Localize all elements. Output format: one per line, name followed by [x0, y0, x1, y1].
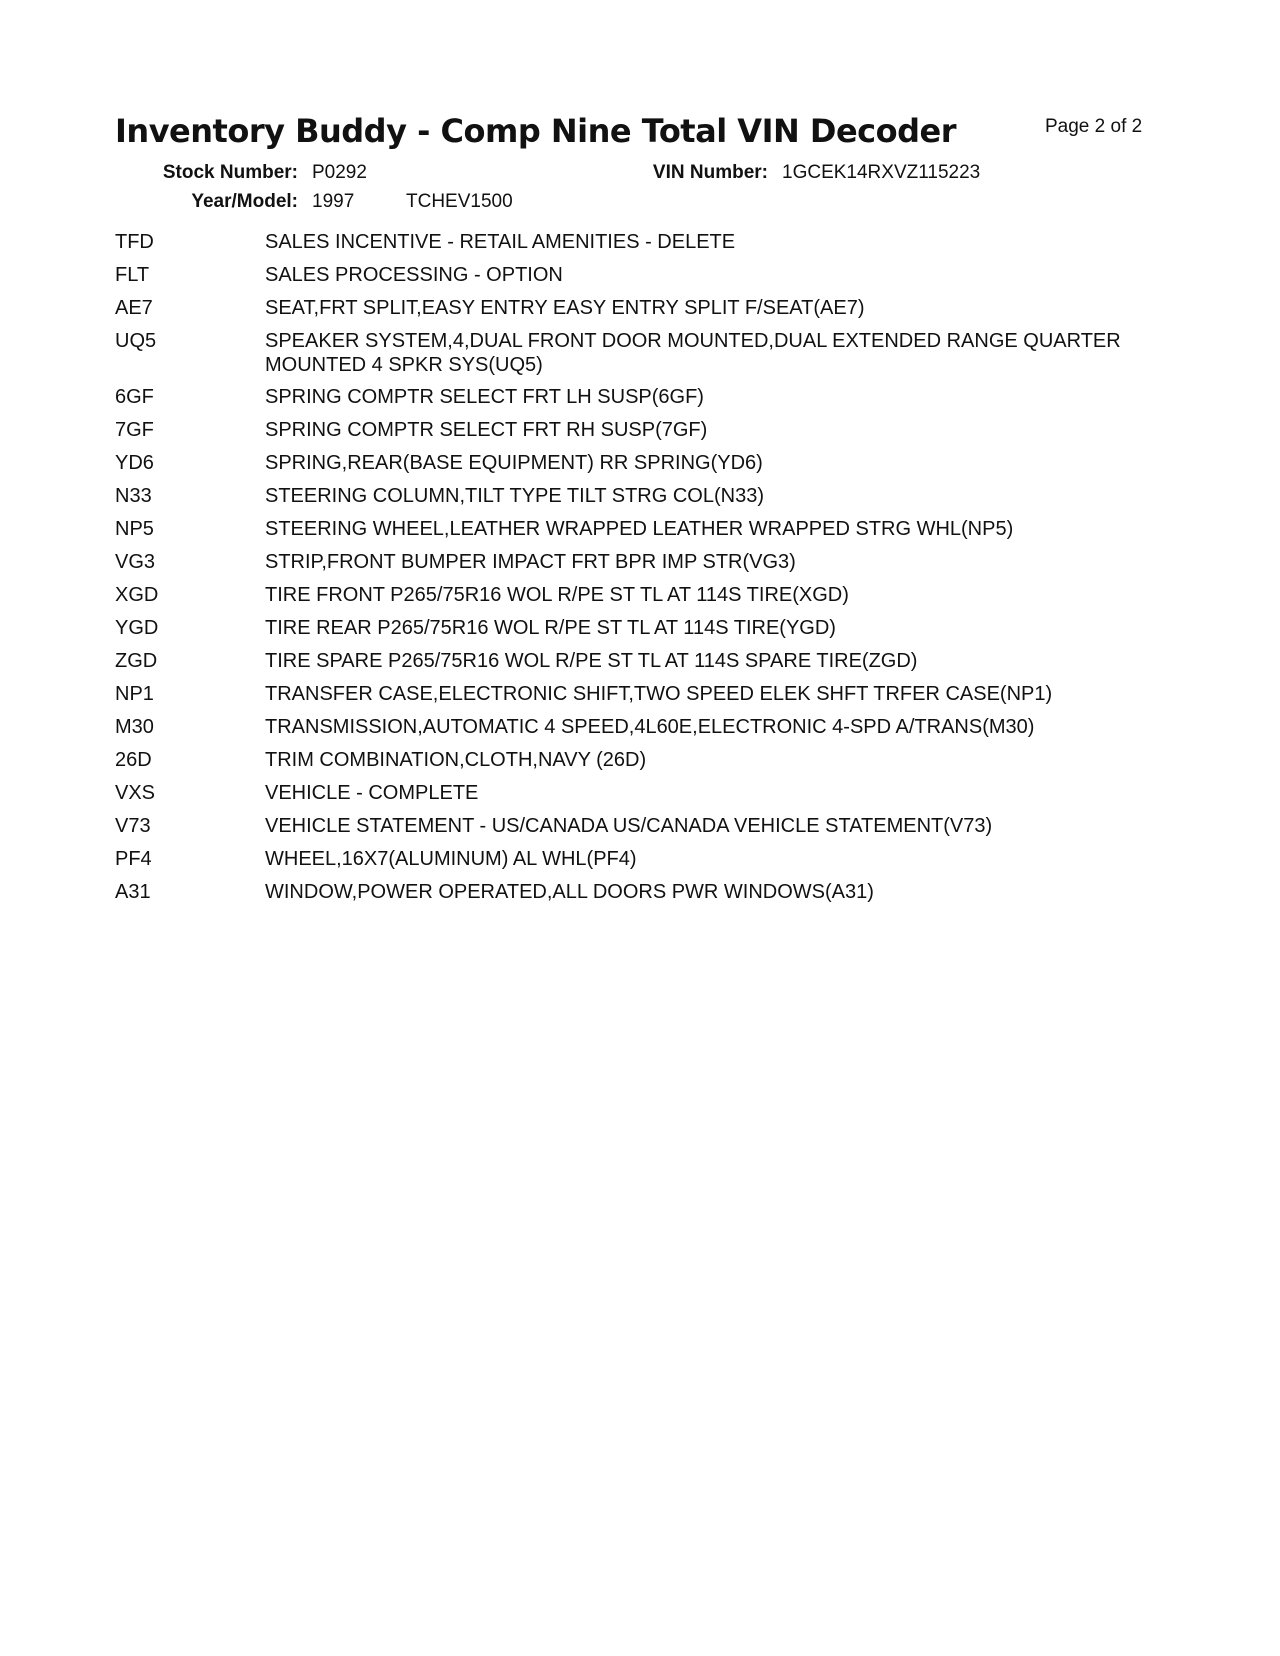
- option-row: [115, 296, 1175, 329]
- option-description: SALES PROCESSING - OPTION: [265, 264, 563, 286]
- option-row: [115, 583, 1175, 616]
- option-row: [115, 847, 1175, 880]
- option-list: [115, 230, 1175, 913]
- option-code: UQ5: [115, 330, 157, 352]
- option-description: VEHICLE - COMPLETE: [265, 782, 479, 804]
- option-description: TIRE REAR P265/75R16 WOL R/PE ST TL AT 114S TIRE(YGD): [265, 617, 836, 639]
- option-description: TIRE FRONT P265/75R16 WOL R/PE ST TL AT 114S TIRE(XGD): [265, 584, 849, 606]
- option-code: 7GF: [115, 419, 154, 441]
- option-description: TRIM COMBINATION,CLOTH,NAVY (26D): [265, 749, 647, 771]
- option-code: VXS: [115, 782, 156, 804]
- page-title: Inventory Buddy - Comp Nine Total VIN Decoder: [115, 112, 956, 150]
- option-row: [115, 329, 1175, 385]
- option-code: NP1: [115, 683, 154, 705]
- option-row: [115, 451, 1175, 484]
- option-code: A31: [115, 881, 151, 903]
- option-code: TFD: [115, 231, 154, 253]
- option-code: YGD: [115, 617, 159, 639]
- page-indicator: Page 2 of 2: [1045, 116, 1143, 137]
- option-row: [115, 880, 1175, 913]
- stock-number-label: Stock Number:: [162, 162, 298, 183]
- option-description: STEERING COLUMN,TILT TYPE TILT STRG COL(N33): [265, 485, 764, 507]
- year-model-label: Year/Model:: [191, 191, 298, 212]
- option-code: VG3: [115, 551, 156, 573]
- option-row: [115, 814, 1175, 847]
- option-code: ZGD: [115, 650, 158, 672]
- model-value: TCHEV1500: [406, 191, 513, 212]
- vin-number-value: 1GCEK14RXVZ115223: [782, 162, 981, 183]
- option-row: [115, 517, 1175, 550]
- option-code: FLT: [115, 264, 150, 286]
- option-description: TIRE SPARE P265/75R16 WOL R/PE ST TL AT 114S SPARE TIRE(ZGD): [265, 650, 918, 672]
- vin-number-label: VIN Number:: [652, 162, 768, 183]
- option-row: [115, 616, 1175, 649]
- option-description: STRIP,FRONT BUMPER IMPACT FRT BPR IMP STR(VG3): [265, 551, 796, 573]
- option-description: WHEEL,16X7(ALUMINUM) AL WHL(PF4): [265, 848, 637, 870]
- option-description: STEERING WHEEL,LEATHER WRAPPED LEATHER WRAPPED STRG WHL(NP5): [265, 518, 1014, 540]
- option-row: [115, 230, 1175, 263]
- option-description: TRANSFER CASE,ELECTRONIC SHIFT,TWO SPEED ELEK SHFT TRFER CASE(NP1): [265, 683, 1053, 705]
- option-description: VEHICLE STATEMENT - US/CANADA US/CANADA VEHICLE STATEMENT(V73): [265, 815, 993, 837]
- option-row: [115, 781, 1175, 814]
- option-code: N33: [115, 485, 152, 507]
- option-row: [115, 385, 1175, 418]
- option-description: SPRING COMPTR SELECT FRT RH SUSP(7GF): [265, 419, 708, 441]
- option-row: [115, 682, 1175, 715]
- option-row: [115, 484, 1175, 517]
- option-code: 26D: [115, 749, 152, 771]
- option-description: SALES INCENTIVE - RETAIL AMENITIES - DELETE: [265, 231, 736, 253]
- option-row: [115, 715, 1175, 748]
- option-row: [115, 748, 1175, 781]
- year-value: 1997: [312, 191, 355, 212]
- option-description: WINDOW,POWER OPERATED,ALL DOORS PWR WINDOWS(A31): [265, 881, 874, 903]
- option-row: [115, 263, 1175, 296]
- option-description: SPRING,REAR(BASE EQUIPMENT) RR SPRING(YD6): [265, 452, 763, 474]
- option-row: [115, 649, 1175, 682]
- option-code: NP5: [115, 518, 154, 540]
- option-code: PF4: [115, 848, 152, 870]
- option-description: TRANSMISSION,AUTOMATIC 4 SPEED,4L60E,ELECTRONIC 4-SPD A/TRANS(M30): [265, 716, 1035, 738]
- option-code: XGD: [115, 584, 159, 606]
- option-description: SEAT,FRT SPLIT,EASY ENTRY EASY ENTRY SPLIT F/SEAT(AE7): [265, 297, 865, 319]
- stock-number-value: P0292: [312, 162, 367, 183]
- option-row: [115, 550, 1175, 583]
- option-code: M30: [115, 716, 154, 738]
- option-code: 6GF: [115, 386, 154, 408]
- option-description: SPEAKER SYSTEM,4,DUAL FRONT DOOR MOUNTED,DUAL EXTENDED RANGE QUARTER MOUNTED 4 SPKR SYS(UQ5): [265, 330, 1121, 376]
- option-description: SPRING COMPTR SELECT FRT LH SUSP(6GF): [265, 386, 704, 408]
- option-row: [115, 418, 1175, 451]
- option-code: V73: [115, 815, 151, 837]
- option-code: YD6: [115, 452, 154, 474]
- option-code: AE7: [115, 297, 153, 319]
